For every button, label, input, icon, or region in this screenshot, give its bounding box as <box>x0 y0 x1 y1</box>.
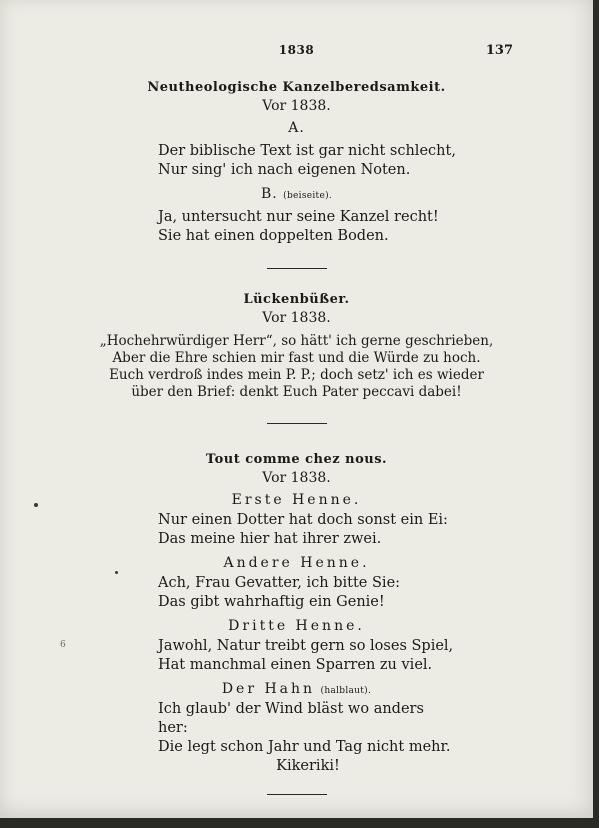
verse-stanza <box>158 637 458 675</box>
speaker-name: Der Hahn <box>221 681 316 697</box>
verse-line: Kikeriki! <box>276 758 340 774</box>
verse-line: Nur einen Dotter hat doch sonst ein Ei: <box>158 512 448 528</box>
margin-mark: 6 <box>60 640 66 650</box>
page-number: 137 <box>485 43 513 58</box>
verse-line: Nur sing' ich nach eigenen Noten. <box>158 162 411 178</box>
poem-kanzelberedsamkeit <box>0 80 593 269</box>
verse-line: Ja, untersucht nur seine Kanzel recht! <box>158 209 439 225</box>
speaker-label: Andere Henne. <box>223 555 370 571</box>
speaker-label: Erste Henne. <box>231 492 362 508</box>
verse-stanza <box>158 511 458 549</box>
poem-date: Vor 1838. <box>262 470 331 486</box>
speaker-label <box>0 681 593 697</box>
poem-tout-comme-chez-nous <box>0 452 593 795</box>
stage-direction: (beiseite). <box>283 191 333 201</box>
verse-line: Die legt schon Jahr und Tag nicht mehr. <box>158 739 451 755</box>
speaker-name: B. <box>260 186 278 202</box>
speaker-label: A. <box>288 120 305 136</box>
verse-line: Der biblische Text ist gar nicht schlecht, <box>158 143 456 159</box>
poem-lueckenbuesser <box>0 292 593 424</box>
ink-speck <box>34 503 38 507</box>
verse-line: Aber die Ehre schien mir fast und die Würde zu hoch. <box>112 350 481 366</box>
verse-stanza <box>87 333 507 401</box>
running-header-year: 1838 <box>278 43 315 57</box>
section-divider <box>267 423 327 424</box>
verse-line: Ach, Frau Gevatter, ich bitte Sie: <box>158 575 401 591</box>
verse-line: Das gibt wahrhaftig ein Genie! <box>158 594 385 610</box>
verse-line: Das meine hier hat ihrer zwei. <box>158 531 382 547</box>
poem-date: Vor 1838. <box>262 310 331 326</box>
poem-title: Lückenbüßer. <box>243 292 350 307</box>
poem-date: Vor 1838. <box>262 98 331 114</box>
verse-line: Sie hat einen doppelten Boden. <box>158 228 389 244</box>
verse-line: Jawohl, Natur treibt gern so loses Spiel, <box>158 638 454 654</box>
ink-speck <box>115 571 118 574</box>
stage-direction: (halblaut). <box>320 686 372 696</box>
verse-line: über den Brief: denkt Euch Pater peccavi dabei! <box>131 384 462 400</box>
poem-title: Neutheologische Kanzelberedsamkeit. <box>147 80 446 95</box>
section-divider <box>267 268 327 269</box>
verse-stanza <box>158 142 458 180</box>
verse-stanza <box>158 700 458 776</box>
speaker-label: Dritte Henne. <box>228 618 365 634</box>
verse-stanza <box>158 208 458 246</box>
verse-line: Ich glaub' der Wind bläst wo anders her: <box>158 701 424 736</box>
section-divider <box>267 794 327 795</box>
poem-title: Tout comme chez nous. <box>205 452 388 467</box>
verse-line: Hat manchmal einen Sparren zu viel. <box>158 657 433 673</box>
verse-line: Euch verdroß indes mein P. P.; doch setz' ich es wieder <box>109 367 484 383</box>
verse-line: „Hochehrwürdiger Herr“, so hätt' ich gerne geschrieben, <box>99 333 494 349</box>
verse-stanza <box>158 574 458 612</box>
speaker-label <box>0 186 593 202</box>
